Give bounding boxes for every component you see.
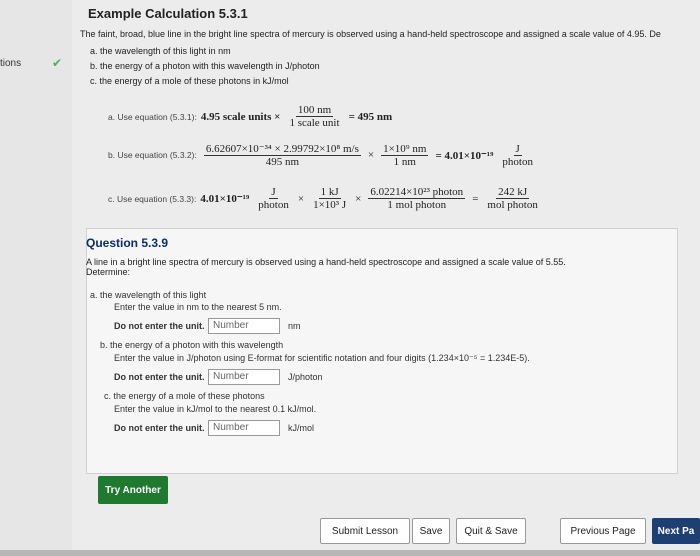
work-c-frac2	[311, 186, 348, 211]
part-a-instr: Enter the value in nm to the nearest 5 nm.	[114, 302, 282, 312]
main-content	[72, 0, 700, 556]
submit-lesson-button[interactable]: Submit Lesson	[320, 518, 410, 544]
work-b-eq: = 4.01×10⁻¹⁹	[435, 149, 494, 162]
work-c-u2-num: 1 kJ	[320, 186, 339, 198]
work-a	[108, 104, 392, 129]
work-c-ans	[485, 186, 539, 211]
part-c-input[interactable]: Number	[208, 420, 280, 436]
work-c-u2-den: 1×10³ J	[313, 199, 347, 211]
intro-item-b: b. the energy of a photon with this wavelength in J/photon	[90, 61, 320, 71]
work-b-frac1	[204, 142, 361, 168]
part-b-title: b. the energy of a photon with this wavelength	[100, 340, 284, 350]
part-a-unit: nm	[288, 321, 301, 331]
work-b-num2: 1×10⁹ nm	[383, 142, 427, 155]
work-c-ans-num: 242 kJ	[498, 186, 528, 198]
check-icon: ✔	[52, 56, 63, 70]
work-b-label: b. Use equation (5.3.2):	[108, 150, 197, 160]
work-b-times: ×	[367, 149, 375, 161]
part-b-input[interactable]: Number	[208, 369, 280, 385]
work-b	[108, 142, 538, 168]
work-c-value: 4.01×10⁻¹⁹	[200, 193, 250, 205]
work-b-den: 495 nm	[265, 156, 300, 168]
intro-list	[90, 44, 320, 89]
work-a-frac	[287, 104, 341, 129]
question-title: Question 5.3.9	[86, 236, 169, 250]
work-c-eq: =	[472, 192, 479, 205]
part-c-unit: kJ/mol	[288, 423, 315, 433]
page-title: Example Calculation 5.3.1	[88, 6, 248, 21]
part-b-instr: Enter the value in J/photon using E-format for scientific notation and four digits (1.234×10⁻⁵ = 1.234E-5).	[114, 353, 530, 363]
save-button[interactable]: Save	[412, 518, 450, 544]
work-a-label: a. Use equation (5.3.1):	[108, 111, 197, 122]
work-a-value: 4.95 scale units ×	[200, 110, 281, 123]
work-b-den2: 1 nm	[393, 155, 416, 168]
question-text	[86, 257, 676, 277]
work-b-unit-den: photon	[502, 155, 533, 168]
work-b-num: 6.62607×10⁻³⁴ × 2.99792×10⁸ m/s	[205, 143, 359, 155]
part-b-unit: J/photon	[288, 372, 323, 382]
intro-item-c: c. the energy of a mole of these photons in kJ/mol	[90, 76, 289, 86]
question-text-line1: A line in a bright line spectra of mercury is observed using a hand-held spectroscope and assigned a scale value of 5.55.	[86, 257, 566, 267]
intro-text: The faint, broad, blue line in the bright line spectra of mercury is observed using a hand-held spectroscope and assigned a scale value of 4.95. De	[80, 29, 661, 39]
work-c-times2: ×	[355, 192, 362, 205]
work-c-frac1	[256, 186, 291, 211]
part-b-do-not: Do not enter the unit.	[114, 372, 205, 382]
intro-item-a: a. the wavelength of this light in nm	[90, 46, 231, 56]
work-c-u1-den: photon	[258, 199, 289, 211]
sidebar	[0, 0, 72, 556]
work-c-u3-den: 1 mol photon	[387, 199, 447, 211]
bottom-strip	[0, 550, 700, 556]
part-a-input[interactable]: Number	[208, 318, 280, 334]
part-c-instr: Enter the value in kJ/mol to the nearest 0.1 kJ/mol.	[114, 404, 317, 414]
work-c-label: c. Use equation (5.3.3):	[108, 193, 197, 204]
work-c-times1: ×	[297, 192, 305, 205]
work-b-unit-num: J	[515, 142, 520, 155]
part-c-title: c. the energy of a mole of these photons	[104, 391, 265, 401]
part-a-title: a. the wavelength of this light	[90, 290, 207, 300]
part-a-do-not: Do not enter the unit.	[114, 321, 205, 331]
work-c-u3-num: 6.02214×10²³ photon	[370, 186, 464, 198]
question-text-line2: Determine:	[86, 267, 131, 277]
next-page-button[interactable]: Next Pa	[652, 518, 700, 544]
part-c-do-not: Do not enter the unit.	[114, 423, 205, 433]
sidebar-item-label[interactable]: tions	[0, 58, 22, 69]
work-c-frac3	[368, 186, 465, 211]
work-a-eq: = 495 nm	[348, 110, 393, 123]
try-another-button[interactable]: Try Another	[98, 476, 168, 504]
quit-save-button[interactable]: Quit & Save	[456, 518, 526, 544]
previous-page-button[interactable]: Previous Page	[560, 518, 646, 544]
work-c	[108, 186, 543, 211]
work-c-u1-num: J	[271, 186, 276, 198]
work-b-unit	[500, 143, 535, 168]
work-a-den: 1 scale unit	[289, 117, 340, 129]
work-b-frac2	[381, 143, 428, 168]
work-a-num: 100 nm	[297, 104, 332, 116]
work-c-ans-den: mol photon	[487, 199, 538, 211]
